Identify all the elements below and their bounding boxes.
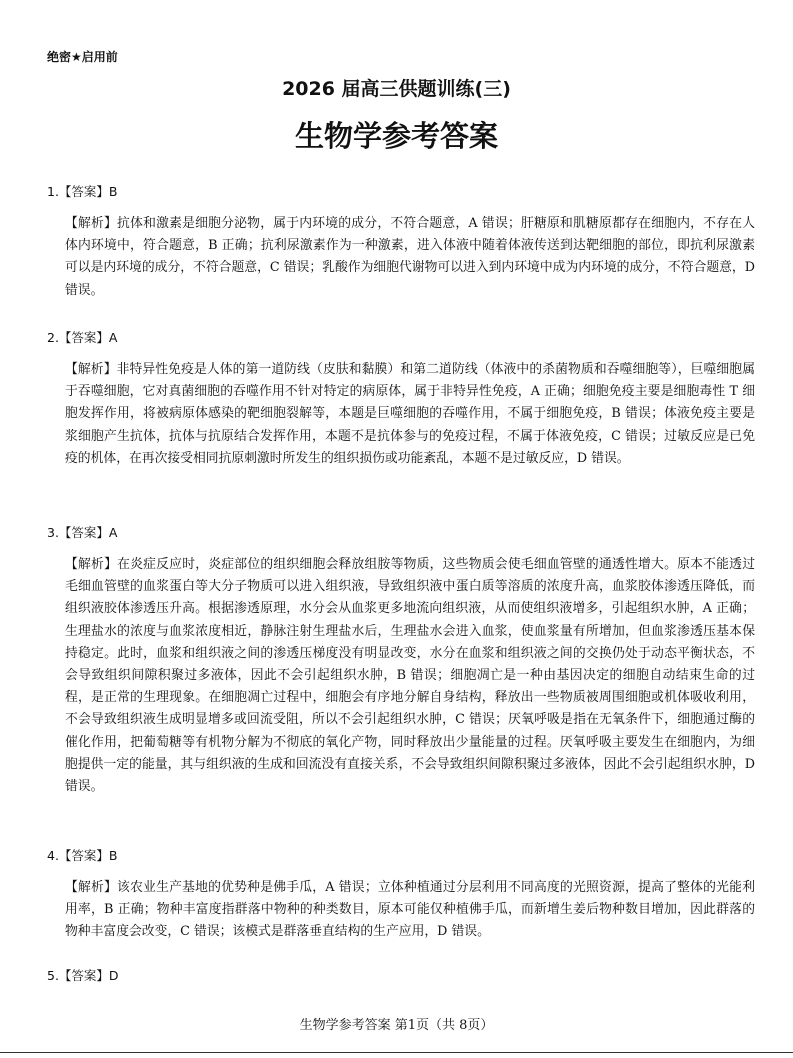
- answer-5: 5.【答案】D: [47, 968, 119, 983]
- explanation-text: 【解析】抗体和激素是细胞分泌物，属于内环境的成分，不符合题意，A 错误；肝糖原和肌糖原都存在细胞内，不存在人体内环境中，符合题意，B 正确；抗利尿激素作为一种激素，进入体液中随着体液传送到达靶细胞的部位，即抗利尿激素可以是内环境的成分，不符合题意，C 错误；乳酸作为细胞代谢物可以进入到内环境中成为内环境的成分，不符合题意，D 错误。: [65, 216, 755, 298]
- page-footer: 生物学参考答案 第1页（共 8页）: [299, 1018, 494, 1033]
- answer-2: 2.【答案】A: [47, 330, 118, 345]
- secret-label: 绝密★启用前: [47, 50, 118, 64]
- answer-1: 1.【答案】B: [47, 184, 118, 199]
- answer-3: 3.【答案】A: [47, 525, 118, 540]
- explanation-text: 【解析】非特异性免疫是人体的第一道防线（皮肤和黏膜）和第二道防线（体液中的杀菌物质和吞噬细胞等），巨噬细胞属于吞噬细胞，它对真菌细胞的吞噬作用不针对特定的病原体，属于非特异性免疫，A 正确；细胞免疫主要是细胞毒性 T 细胞发挥作用，将被病原体感染的靶细胞裂解等，本题是巨噬细胞的吞噬作用，不属于细胞免疫，B 错误；体液免疫主要是浆细胞产生抗体，抗体与抗原结合发挥作用，本题不是抗体参与的免疫过程，不属于体液免疫，C 错误；过敏反应是已免疫的机体，在再次接受相同抗原刺激时所发生的组织损伤或功能紊乱，本题不是过敏反应，D 错误。: [65, 362, 755, 466]
- answer-4: 4.【答案】B: [47, 848, 118, 863]
- document-title: 生物学参考答案: [294, 119, 498, 153]
- explanation-4: [65, 877, 755, 944]
- explanation-1: [65, 213, 755, 302]
- explanation-3: [65, 554, 755, 798]
- explanation-text: 【解析】在炎症反应时，炎症部位的组织细胞会释放组胺等物质，这些物质会使毛细血管壁的通透性增大。原本不能透过毛细血管壁的血浆蛋白等大分子物质可以进入组织液，导致组织液中蛋白质等溶质的浓度升高，血浆胶体渗透压降低，而组织液胶体渗透压升高。根据渗透原理，水分会从血浆更多地流向组织液，从而使组织液增多，引起组织水肿，A 正确；生理盐水的浓度与血浆浓度相近，静脉注射生理盐水后，生理盐水会进入血浆，使血浆量有所增加，但血浆渗透压基本保持稳定。此时，血浆和组织液之间的渗透压梯度没有明显改变，水分在血浆和组织液之间的交换仍处于动态平衡状态，不会导致组织间隙积聚过多液体，因此不会引起组织水肿，B 错误；细胞凋亡是一种由基因决定的细胞自动结束生命的过程，是正常的生理现象。在细胞凋亡过程中，细胞会有序地分解自身结构，释放出一些物质被周围细胞或机体吸收利用，不会导致组织液生成明显增多或回流受阻，所以不会引起组织水肿，C 错误；厌氧呼吸是指在无氧条件下，细胞通过酶的催化作用，把葡萄糖等有机物分解为不彻底的氧化产物，同时释放出少量能量的过程。厌氧呼吸主要发生在细胞内，为细胞提供一定的能量，其与组织液的生成和回流没有直接关系，不会导致组织间隙积聚过多液体，因此不会引起组织水肿，D 错误。: [65, 557, 755, 795]
- explanation-text: 【解析】该农业生产基地的优势种是佛手瓜，A 错误；立体种植通过分层利用不同高度的光照资源，提高了整体的光能利用率，B 正确；物种丰富度指群落中物种的种类数目，原本可能仅种植佛手瓜，而新增生姜后物种数目增加，因此群落的物种丰富度会改变，C 错误；该模式是群落垂直结构的生产应用，D 错误。: [65, 880, 755, 940]
- bottom-rule: [0, 1052, 793, 1053]
- exam-title: 2026 届高三供题训练(三): [282, 78, 511, 100]
- explanation-2: [65, 359, 755, 470]
